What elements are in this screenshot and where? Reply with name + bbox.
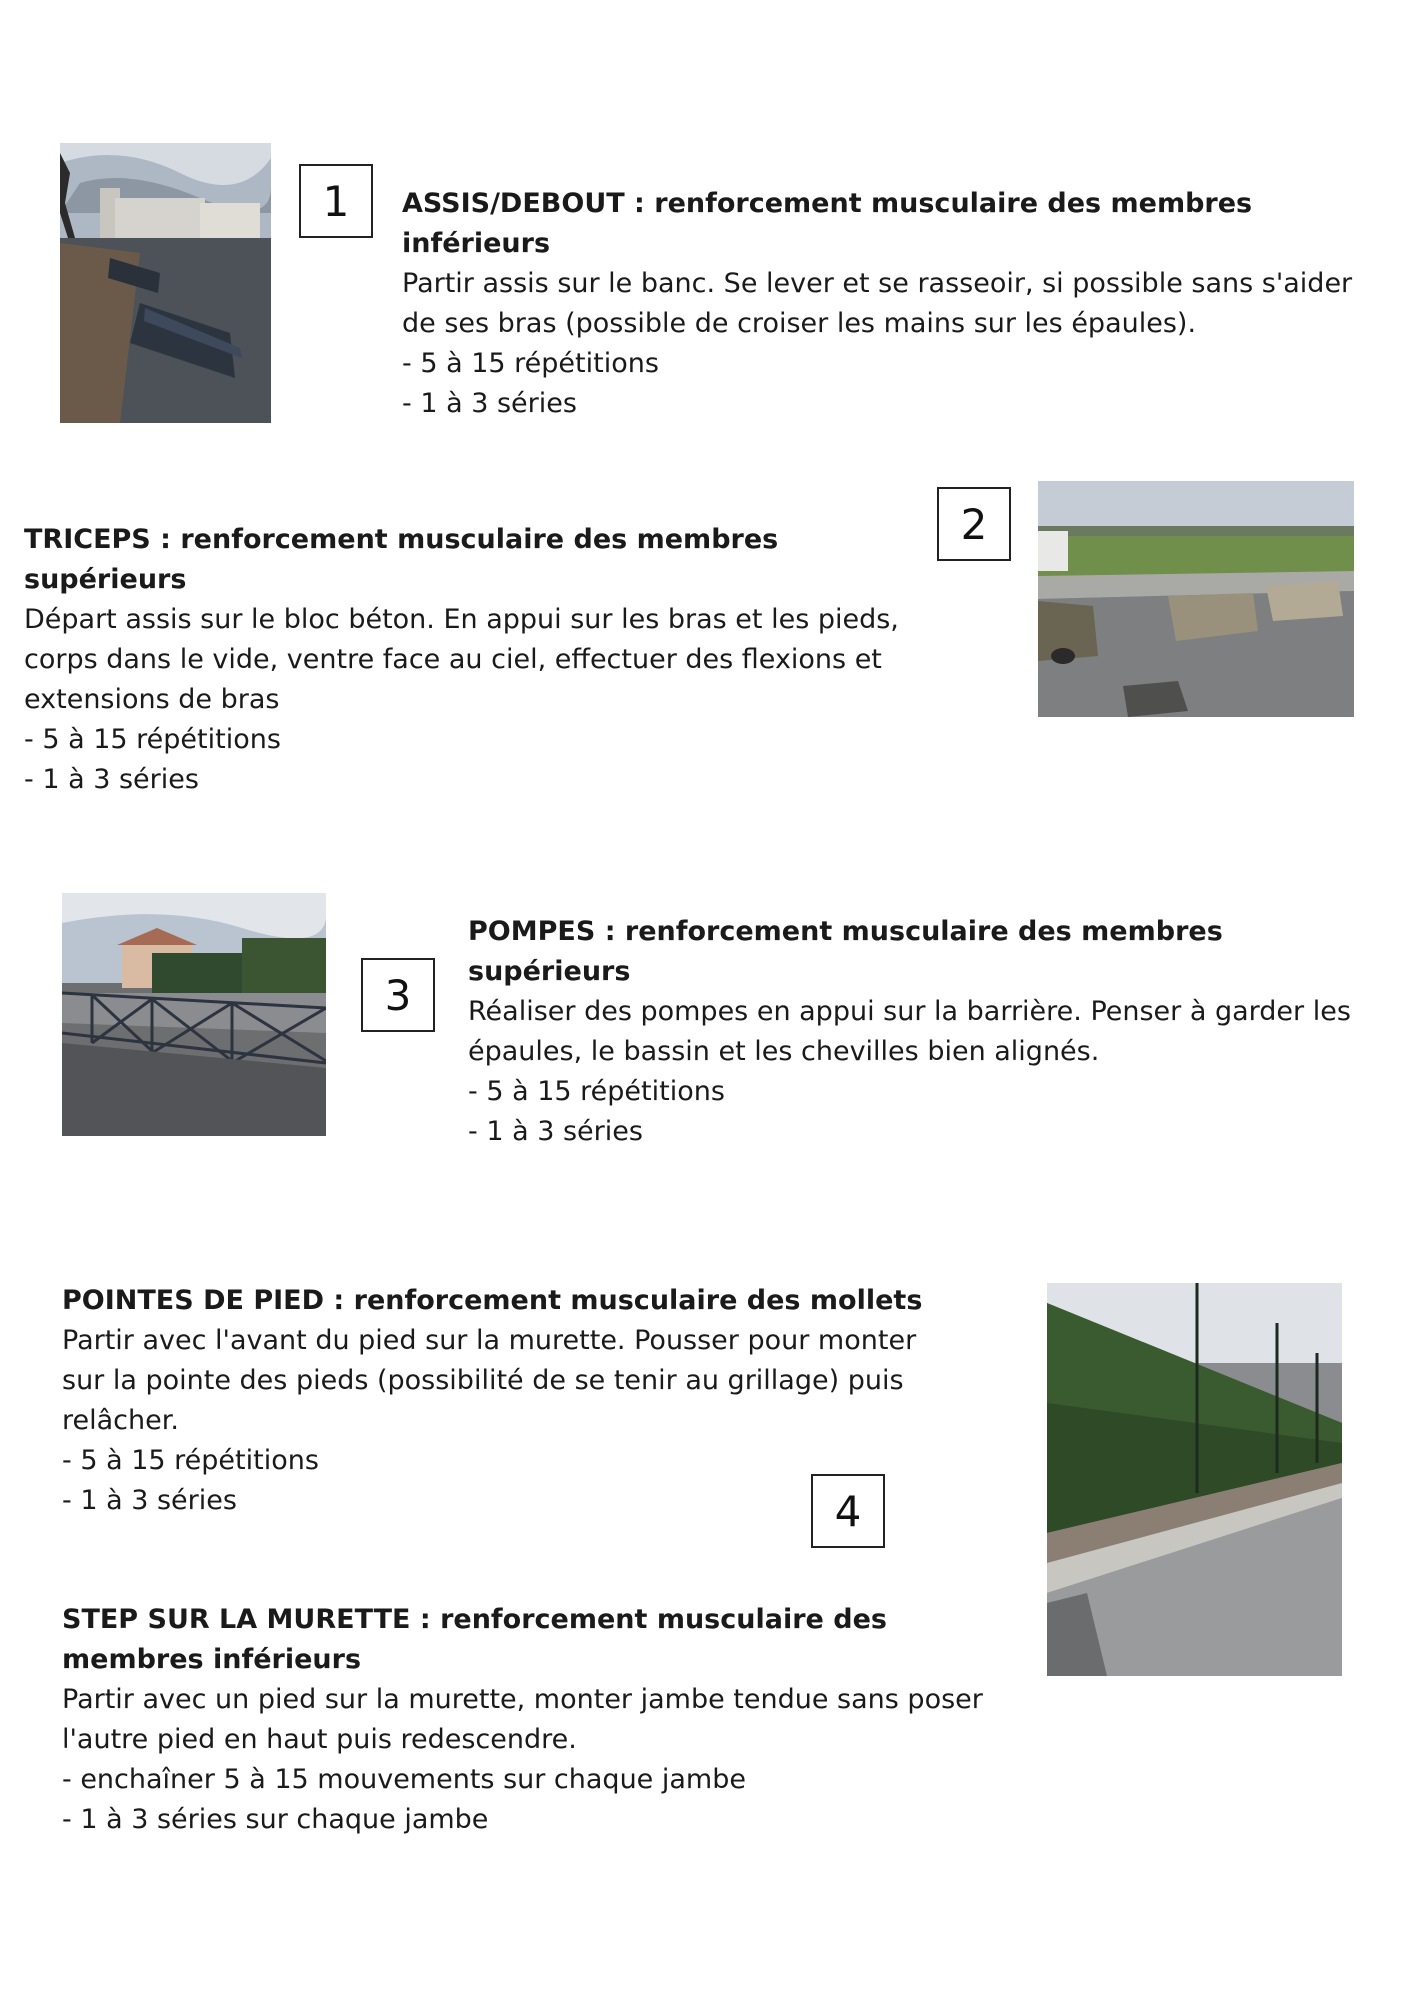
exercise-title: STEP SUR LA MURETTE : renforcement musculaire des membres inférieurs	[62, 1604, 887, 1675]
exercise-title: TRICEPS : renforcement musculaire des membres supérieurs	[24, 524, 779, 595]
hedge-wall-photo	[1047, 1283, 1342, 1676]
exercise-description: Partir assis sur le banc. Se lever et se rasseoir, si possible sans s'aider de ses bras (possible de croiser les mains sur les épaules).	[402, 268, 1353, 339]
exercise-number-box	[361, 958, 435, 1032]
exercise-number-box	[299, 164, 373, 238]
exercise-number: 3	[384, 970, 412, 1020]
exercise-reps: - 5 à 15 répétitions	[62, 1445, 319, 1476]
exercise-sets: - 1 à 3 séries	[24, 764, 199, 795]
exercise-sets: - 1 à 3 séries	[468, 1116, 643, 1147]
exercise-number: 2	[960, 499, 988, 549]
exercise-reps: - 5 à 15 répétitions	[468, 1076, 725, 1107]
exercise-reps: - 5 à 15 répétitions	[402, 348, 659, 379]
exercise-title: POMPES : renforcement musculaire des membres supérieurs	[468, 916, 1223, 987]
exercise-sets: - 1 à 3 séries	[62, 1485, 237, 1516]
exercise-description: Partir avec un pied sur la murette, monter jambe tendue sans poser l'autre pied en haut puis redescendre.	[62, 1684, 983, 1755]
exercise-number-box	[811, 1474, 885, 1548]
concrete-blocks-photo	[1038, 481, 1354, 717]
exercise-sets: - 1 à 3 séries	[402, 388, 577, 419]
benches-photo	[60, 143, 271, 423]
exercise-description: Réaliser des pompes en appui sur la barrière. Penser à garder les épaules, le bassin et les chevilles bien alignés.	[468, 996, 1351, 1067]
exercise-block	[62, 1281, 942, 1521]
exercise-reps: - enchaîner 5 à 15 mouvements sur chaque jambe	[62, 1764, 746, 1795]
exercise-block	[468, 912, 1368, 1152]
exercise-number-box	[937, 487, 1011, 561]
exercise-number: 4	[834, 1486, 862, 1536]
exercise-title: POINTES DE PIED : renforcement musculaire des mollets	[62, 1285, 923, 1316]
exercise-sets: - 1 à 3 séries sur chaque jambe	[62, 1804, 489, 1835]
exercise-number: 1	[322, 176, 350, 226]
barrier-photo	[62, 893, 326, 1136]
exercise-description: Départ assis sur le bloc béton. En appui sur les bras et les pieds, corps dans le vide, ventre face au ciel, effectuer des flexions et extensions de bras	[24, 604, 899, 715]
exercise-description: Partir avec l'avant du pied sur la murette. Pousser pour monter sur la pointe des pieds (possibilité de se tenir au grillage) puis relâcher.	[62, 1325, 917, 1436]
exercise-block	[402, 184, 1387, 424]
exercise-block	[62, 1600, 992, 1840]
exercise-title: ASSIS/DEBOUT : renforcement musculaire des membres inférieurs	[402, 188, 1253, 259]
exercise-block	[24, 520, 904, 800]
exercise-reps: - 5 à 15 répétitions	[24, 724, 281, 755]
